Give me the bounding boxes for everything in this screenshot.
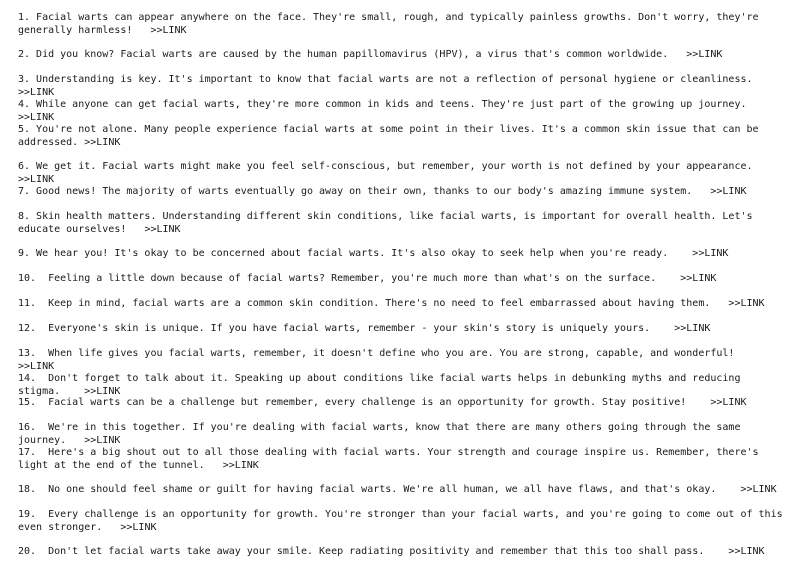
list-item-18 xyxy=(18,484,784,497)
list-item-8 xyxy=(18,211,784,236)
item-text: 3. Understanding is key. It's important to know that facial warts are not a reflection of personal hygiene or cleanliness. xyxy=(18,74,771,85)
item-text: 9. We hear you! It's okay to be concerned about facial warts. It's also okay to seek help when you're ready. xyxy=(18,248,693,259)
item-link[interactable]: >>LINK xyxy=(710,397,747,408)
item-link[interactable]: >>LINK xyxy=(18,86,55,98)
item-link[interactable]: >>LINK xyxy=(692,248,729,259)
list-item-4 xyxy=(18,99,784,124)
item-text: 1. Facial warts can appear anywhere on the face. They're small, rough, and typically painless growths. Don't worry, they're generally harmless! xyxy=(18,12,765,36)
item-text: 17. Here's a big shout out to all those dealing with facial warts. Your strength and courage inspire us. Remember, there's light at the end of the tunnel. xyxy=(18,447,765,471)
list-item-14 xyxy=(18,373,784,398)
item-text: 19. Every challenge is an opportunity for growth. You're stronger than your facial warts, and you're going to come out of this even stronger. xyxy=(18,509,789,533)
item-text: 5. You're not alone. Many people experience facial warts at some point in their lives. It's a common skin issue that can be addressed. xyxy=(18,124,765,148)
item-text: 7. Good news! The majority of warts eventually go away on their own, thanks to our body's amazing immune system. xyxy=(18,186,711,197)
list-item-12 xyxy=(18,323,784,336)
list-item-11 xyxy=(18,298,784,311)
item-link[interactable]: >>LINK xyxy=(84,136,121,148)
item-link[interactable]: >>LINK xyxy=(84,385,121,397)
item-link[interactable]: >>LINK xyxy=(120,521,157,533)
list-item-10 xyxy=(18,273,784,286)
item-link[interactable]: >>LINK xyxy=(740,484,777,495)
list-item-3 xyxy=(18,74,784,99)
item-text: 11. Keep in mind, facial warts are a common skin condition. There's no need to feel embarrassed about having them. xyxy=(18,298,729,309)
item-text: 14. Don't forget to talk about it. Speaking up about conditions like facial warts helps in debunking myths and reducing stigma. xyxy=(18,373,747,397)
item-link[interactable]: >>LINK xyxy=(674,323,711,334)
list-item-17 xyxy=(18,447,784,472)
item-link[interactable]: >>LINK xyxy=(728,546,765,557)
list-item-6 xyxy=(18,161,784,186)
item-link[interactable]: >>LINK xyxy=(222,459,259,471)
list-item-5 xyxy=(18,124,784,149)
item-text: 4. While anyone can get facial warts, they're more common in kids and teens. They're just part of the growing up journey. xyxy=(18,99,765,110)
list-item-15 xyxy=(18,397,784,410)
item-link[interactable]: >>LINK xyxy=(18,173,55,185)
item-link[interactable]: >>LINK xyxy=(686,49,723,60)
item-text: 16. We're in this together. If you're dealing with facial warts, know that there are many others going through the same journey. xyxy=(18,422,747,446)
list-item-1 xyxy=(18,12,784,37)
item-link[interactable]: >>LINK xyxy=(710,186,747,197)
list-item-16 xyxy=(18,422,784,447)
list-item-20 xyxy=(18,546,784,559)
item-text: 10. Feeling a little down because of facial warts? Remember, you're much more than what's on the surface. xyxy=(18,273,681,284)
item-text: 15. Facial warts can be a challenge but remember, every challenge is an opportunity for growth. Stay positive! xyxy=(18,397,711,408)
item-link[interactable]: >>LINK xyxy=(150,24,187,36)
item-link[interactable]: >>LINK xyxy=(18,111,55,123)
item-link[interactable]: >>LINK xyxy=(144,223,181,235)
list-item-19 xyxy=(18,509,789,534)
item-text: 2. Did you know? Facial warts are caused by the human papillomavirus (HPV), a virus that's common worldwide. xyxy=(18,49,687,60)
item-text: 8. Skin health matters. Understanding different skin conditions, like facial warts, is important for overall health. Let's educate ourselves! xyxy=(18,211,759,235)
list-item-7 xyxy=(18,186,784,199)
item-text: 20. Don't let facial warts take away your smile. Keep radiating positivity and remember that this too shall pass. xyxy=(18,546,729,557)
item-link[interactable]: >>LINK xyxy=(18,360,55,372)
item-text: 6. We get it. Facial warts might make you feel self-conscious, but remember, your worth is not defined by your appearance. xyxy=(18,161,777,172)
item-link[interactable]: >>LINK xyxy=(728,298,765,309)
item-text: 18. No one should feel shame or guilt for having facial warts. We're all human, we all have flaws, and that's okay. xyxy=(18,484,741,495)
item-link[interactable]: >>LINK xyxy=(84,434,121,446)
list-item-13 xyxy=(18,348,784,373)
list-item-2 xyxy=(18,49,784,62)
item-text: 12. Everyone's skin is unique. If you have facial warts, remember - your skin's story is uniquely yours. xyxy=(18,323,675,334)
item-link[interactable]: >>LINK xyxy=(680,273,717,284)
item-text: 13. When life gives you facial warts, remember, it doesn't define who you are. You are strong, capable, and wonderful! xyxy=(18,348,759,359)
list-item-9 xyxy=(18,248,784,261)
